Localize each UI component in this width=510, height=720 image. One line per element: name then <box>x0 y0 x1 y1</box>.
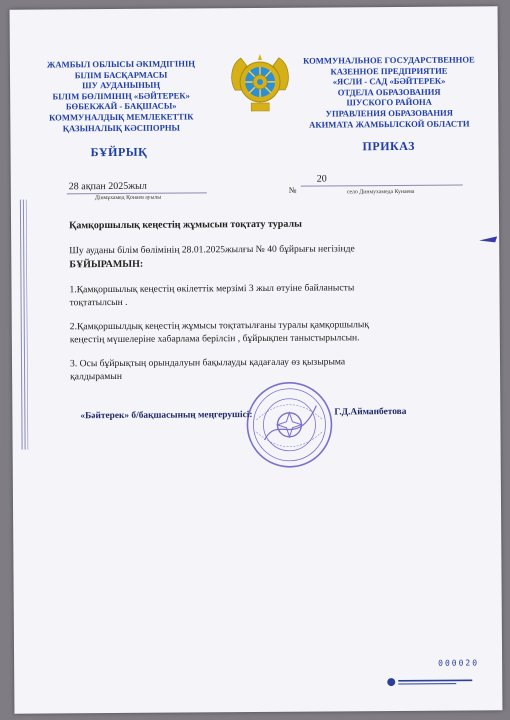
printer-logo-icon <box>386 674 476 689</box>
item-1-line-2: тоқтатылсын . <box>69 296 128 308</box>
header-right-line: АКИМАТА ЖАМБЫЛСКОЙ ОБЛАСТИ <box>309 118 470 130</box>
state-emblem-icon <box>227 50 293 116</box>
signatory-role: «Бәйтерек» б/бақшасының меңгерушісі: <box>80 410 253 422</box>
security-strip-icon <box>19 190 29 450</box>
signatory-name: Г.Д.Айманбетова <box>334 406 407 418</box>
doc-type-kazakh: БҰЙРЫҚ <box>90 144 148 160</box>
form-serial-number: 000020 <box>438 658 480 668</box>
header-left-line: БІЛІМ БАСҚАРМАСЫ <box>74 69 168 80</box>
header-left-line: ҚАЗЫНАЛЫҚ КӘСІПОРНЫ <box>62 122 181 133</box>
ink-mark-icon <box>479 234 497 244</box>
doc-type-russian: ПРИКАЗ <box>362 138 415 154</box>
number-sign: № <box>288 185 297 195</box>
item-2-line-2: кеңестің мүшелеріне хабарлама берілсін , бұйрықпен таныстырылсын. <box>69 331 360 345</box>
item-3-line-2: қалдырамын <box>70 370 122 382</box>
item-3-line-1: 3. Осы бұйрықтың орындалуын бақылауды қадағалау өз қызырыма <box>69 356 346 370</box>
left-location-caption: Дінмұхамед Қонаев ауылы <box>94 194 162 202</box>
document-title: Қамқоршылық кеңестің жұмысын тоқтату туралы <box>69 218 302 232</box>
header-right-line: КАЗЕННОЕ ПРЕДПРИЯТИЕ <box>330 65 448 77</box>
header-right-line: «ЯСЛИ - САД «БӘЙТЕРЕК» <box>332 75 446 87</box>
number-underline <box>301 185 463 187</box>
header-left <box>36 58 207 133</box>
header-right <box>294 54 485 129</box>
decree-word: БҰЙЫРАМЫН: <box>69 258 144 271</box>
header-left-line: БӨБЕКЖАЙ - БАҚШАСЫ» <box>65 100 177 112</box>
header-left-line: ЖАМБЫЛ ОБЛЫСЫ ӘКІМДІГІНІҢ <box>46 58 196 70</box>
document-page <box>10 6 503 713</box>
header-left-line: КОММУНАЛДЫҚ МЕМЛЕКЕТТІК <box>49 111 194 123</box>
header-right-line: ШУСКОГО РАЙОНА <box>346 97 432 108</box>
header-left-line: БІЛІМ БӨЛІМІНІҢ «БӘЙТЕРЕК» <box>52 90 190 102</box>
item-1-line-1: 1.Қамқоршылық кеңестің өкілеттік мерзімі 3 жыл өтуіне байланысты <box>69 282 355 296</box>
document-date: 28 ақпан 2025жыл <box>68 180 147 193</box>
official-stamp-icon <box>244 379 335 470</box>
header-right-line: УПРАВЛЕНИЯ ОБРАЗОВАНИЯ <box>325 107 453 119</box>
header-right-line: ОТДЕЛА ОБРАЗОВАНИЯ <box>337 86 441 98</box>
right-location-caption: село Динмухамеда Кунаева <box>346 188 415 196</box>
document-number: 20 <box>316 173 327 185</box>
item-2-line-1: 2.Қамқоршылдық кеңестің жұмысы тоқтатылғаны туралы қамқоршылық <box>69 319 370 333</box>
header-left-line: ШУ АУДАНЫНЫҢ <box>82 79 161 91</box>
header-right-line: КОММУНАЛЬНОЕ ГОСУДАРСТВЕННОЕ <box>303 54 475 66</box>
document-basis: Шу ауданы білім бөлімінің 28.01.2025жылғы № 40 бұйрығы негізінде <box>69 243 355 257</box>
item-2 <box>70 319 460 347</box>
item-1 <box>69 282 459 310</box>
